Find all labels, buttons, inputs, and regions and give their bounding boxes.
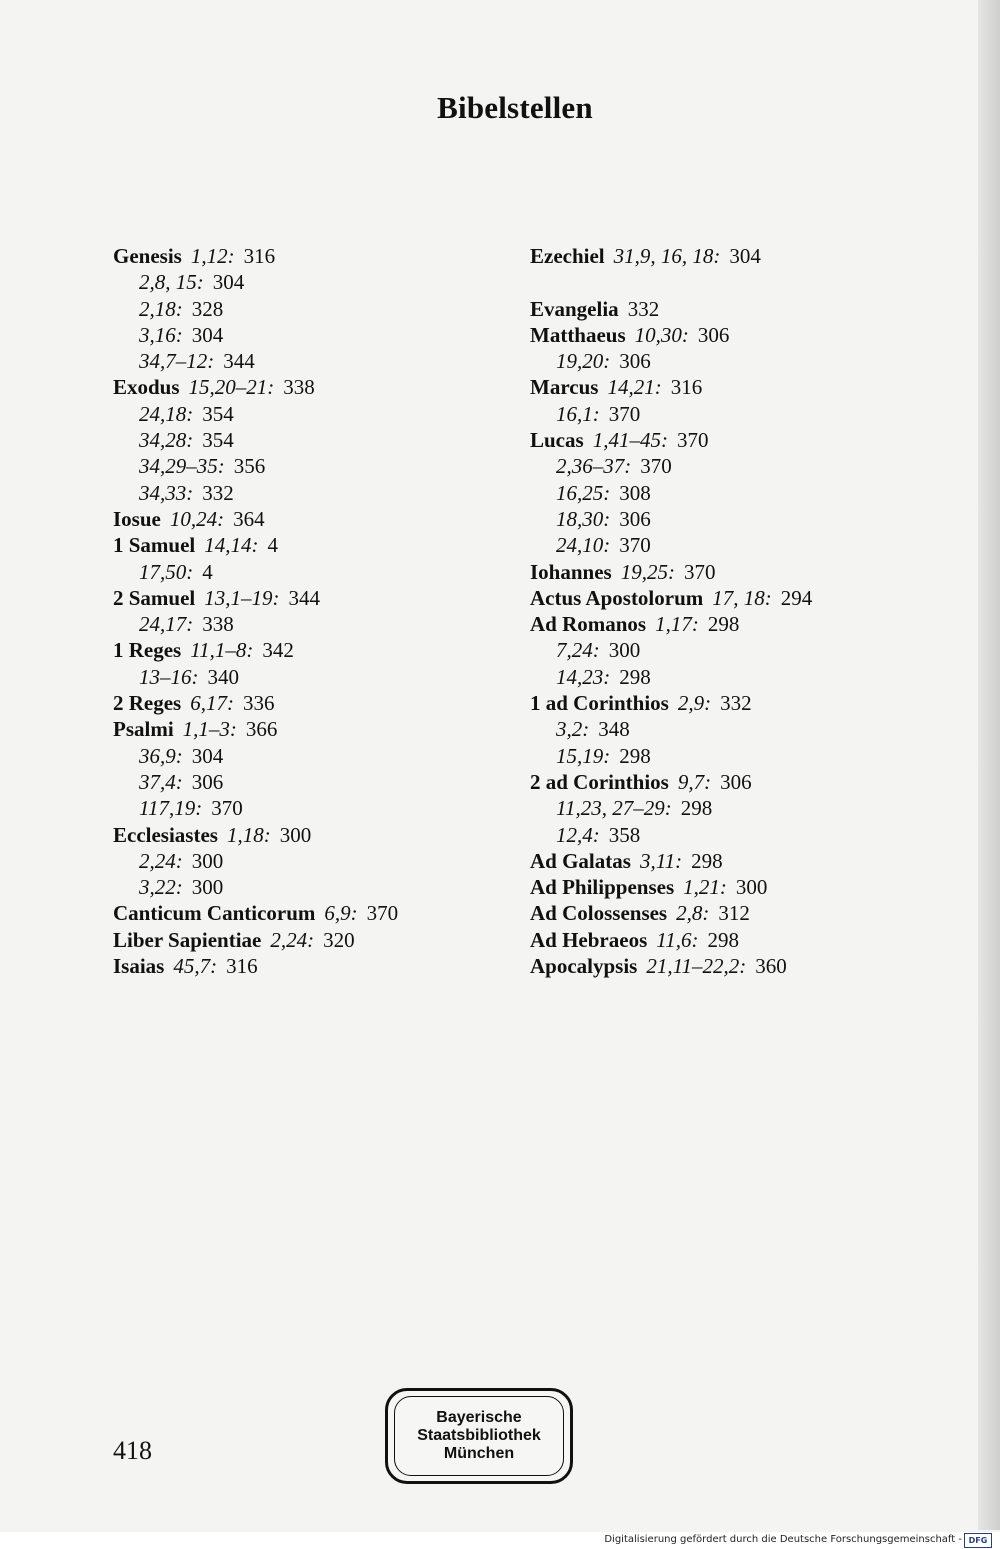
verse-reference: 3,16: (139, 322, 183, 347)
page-reference: 332 (720, 691, 752, 716)
index-entry (530, 506, 812, 532)
index-entry (530, 611, 812, 637)
page-reference: 370 (619, 533, 651, 558)
index-entry (530, 532, 812, 558)
book-name: Actus Apostolorum (530, 585, 704, 610)
page-reference: 338 (202, 612, 234, 637)
book-name: Matthaeus (530, 322, 626, 347)
index-entry (113, 822, 398, 848)
index-entry (530, 637, 812, 663)
page-reference: 370 (211, 796, 243, 821)
verse-reference: 17,50: (139, 559, 194, 584)
page-reference: 306 (697, 322, 730, 347)
page-reference: 356 (233, 454, 266, 479)
index-entry (113, 874, 398, 900)
index-entry (530, 322, 812, 348)
verse-reference: 13–16: (139, 664, 199, 689)
page-reference: 370 (640, 454, 672, 479)
index-entry (113, 611, 398, 637)
book-name: Apocalypsis (530, 954, 638, 979)
verse-reference: 45,7: (173, 954, 218, 979)
verse-reference: 18,30: (556, 506, 611, 531)
page-reference: 344 (223, 349, 255, 374)
stamp-line: Staatsbibliothek (417, 1427, 541, 1444)
index-entry (113, 716, 398, 742)
index-entry (530, 900, 812, 926)
index-entry (530, 243, 812, 269)
index-entry (113, 585, 398, 611)
index-entry (113, 348, 398, 374)
page-reference: 294 (780, 585, 813, 610)
verse-reference: 21,11–22,2: (646, 954, 747, 979)
index-entry (530, 795, 812, 821)
index-entry (113, 374, 398, 400)
book-name: Exodus (113, 375, 180, 400)
index-entry (113, 480, 398, 506)
index-entry (530, 874, 812, 900)
verse-reference: 34,33: (139, 480, 194, 505)
index-column-left (113, 243, 398, 979)
page-reference: 354 (202, 401, 234, 426)
verse-reference: 24,17: (139, 612, 194, 637)
verse-reference: 2,8, 15: (139, 270, 204, 295)
page-reference: 306 (619, 349, 651, 374)
page-reference: 320 (323, 927, 355, 952)
verse-reference: 1,21: (683, 875, 727, 900)
verse-reference: 11,6: (656, 927, 699, 952)
index-entry (530, 927, 812, 953)
index-entry (113, 453, 398, 479)
book-name: Ad Philippenses (530, 875, 675, 900)
page-reference: 338 (283, 375, 315, 400)
index-entry (530, 953, 812, 979)
index-entry (113, 900, 398, 926)
verse-reference: 2,24: (139, 848, 183, 873)
page-reference: 304 (191, 743, 224, 768)
index-entry (113, 795, 398, 821)
index-entry (113, 927, 398, 953)
index-entry (530, 480, 812, 506)
page-reference: 304 (729, 244, 761, 268)
index-entry (113, 322, 398, 348)
verse-reference: 1,17: (655, 612, 699, 637)
library-stamp (385, 1388, 573, 1484)
page-reference: 306 (619, 506, 651, 531)
index-column-right (530, 243, 812, 979)
index-entry (530, 664, 812, 690)
book-name: Ezechiel (530, 244, 605, 268)
verse-reference: 11,23, 27–29: (556, 796, 672, 821)
index-entry (530, 585, 812, 611)
book-name: Iosue (113, 506, 161, 531)
index-entry (530, 822, 812, 848)
verse-reference: 117,19: (139, 796, 203, 821)
page-reference: 298 (707, 612, 740, 637)
page-reference: 370 (683, 559, 716, 584)
page-reference: 300 (191, 875, 224, 900)
page-reference: 300 (735, 875, 768, 900)
page-reference: 316 (243, 244, 276, 268)
index-entry (113, 953, 398, 979)
page-reference: 300 (191, 848, 224, 873)
verse-reference: 3,11: (639, 848, 683, 873)
verse-reference: 2,8: (676, 901, 710, 926)
book-name: Ad Romanos (530, 612, 647, 637)
verse-reference: 16,1: (556, 401, 600, 426)
verse-reference: 10,24: (169, 506, 225, 531)
page-reference: 304 (212, 270, 245, 295)
book-name: Psalmi (113, 717, 174, 742)
verse-reference: 17, 18: (712, 585, 772, 610)
verse-reference: 34,29–35: (139, 454, 225, 479)
verse-reference: 2,24: (270, 927, 315, 952)
page-reference: 370 (608, 401, 641, 426)
index-entry (113, 401, 398, 427)
page-reference: 342 (262, 638, 294, 663)
dfg-logo: DFG (964, 1533, 992, 1548)
verse-reference: 14,23: (556, 664, 611, 689)
book-name: 2 ad Corinthios (530, 769, 669, 794)
stamp-line: München (443, 1445, 515, 1462)
verse-reference: 15,19: (556, 743, 611, 768)
verse-reference: 1,18: (226, 822, 271, 847)
page-reference: 370 (366, 901, 399, 926)
verse-reference: 2,36–37: (556, 454, 632, 479)
verse-reference: 12,4: (556, 822, 600, 847)
verse-reference: 19,25: (620, 559, 675, 584)
verse-reference: 1,1–3: (182, 717, 237, 742)
index-entry (530, 690, 812, 716)
index-entry (113, 690, 398, 716)
verse-reference: 9,7: (677, 769, 712, 794)
book-name: Isaias (113, 954, 165, 979)
verse-reference: 15,20–21: (188, 375, 275, 400)
book-name: Ad Galatas (530, 848, 631, 873)
page-reference: 354 (202, 428, 234, 453)
verse-reference: 1,41–45: (592, 428, 668, 453)
page-reference: 340 (207, 664, 239, 689)
verse-reference: 31,9, 16, 18: (613, 244, 721, 268)
page-reference: 300 (608, 638, 641, 663)
verse-reference: 10,30: (634, 322, 689, 347)
page-reference: 306 (720, 769, 752, 794)
index-entry (113, 769, 398, 795)
index-entry (530, 743, 812, 769)
verse-reference: 37,4: (139, 769, 183, 794)
book-name: 1 Reges (113, 638, 182, 663)
verse-reference: 24,10: (556, 533, 611, 558)
page-reference: 366 (245, 717, 278, 742)
index-entry (113, 743, 398, 769)
page-reference: 4 (267, 533, 279, 558)
page-reference: 304 (191, 322, 224, 347)
verse-reference: 14,21: (607, 375, 662, 400)
index-entry (530, 716, 812, 742)
index-entry (530, 427, 812, 453)
footer-credit: Digitalisierung gefördert durch die Deutsche Forschungsgemeinschaft - (604, 1534, 962, 1545)
page-reference: 332 (202, 480, 234, 505)
verse-reference: 6,17: (190, 691, 234, 716)
book-name: Marcus (530, 375, 599, 400)
book-name: Evangelia (530, 296, 619, 321)
book-name: Iohannes (530, 559, 612, 584)
index-entry (113, 427, 398, 453)
index-entry (113, 637, 398, 663)
verse-reference: 13,1–19: (204, 585, 280, 610)
scan-edge (978, 0, 1000, 1530)
index-entry (113, 296, 398, 322)
book-name: 1 ad Corinthios (530, 691, 669, 716)
verse-reference: 34,7–12: (139, 349, 215, 374)
page-reference: 332 (627, 296, 660, 321)
page-reference: 360 (755, 954, 787, 979)
page-reference: 358 (608, 822, 641, 847)
index-entry (530, 374, 812, 400)
index-entry (530, 296, 812, 322)
index-entry (113, 269, 398, 295)
verse-reference: 7,24: (556, 638, 600, 663)
page-reference: 4 (202, 559, 213, 584)
index-entry (113, 559, 398, 585)
book-name: Canticum Canticorum (113, 901, 316, 926)
verse-reference: 2,18: (139, 296, 183, 321)
book-name: Lucas (530, 428, 584, 453)
stamp-line: Bayerische (436, 1409, 522, 1426)
page-reference: 298 (619, 743, 651, 768)
book-name: 1 Samuel (113, 533, 196, 558)
page-reference: 300 (279, 822, 312, 847)
page-reference: 370 (676, 428, 709, 453)
index-entry (113, 664, 398, 690)
page-reference: 344 (288, 585, 321, 610)
index-entry (530, 453, 812, 479)
page-reference: 336 (242, 691, 275, 716)
index-entry (113, 848, 398, 874)
book-name: Ecclesiastes (113, 822, 218, 847)
verse-reference: 34,28: (139, 428, 194, 453)
book-name: Ad Colossenses (530, 901, 668, 926)
index-entry (530, 348, 812, 374)
verse-reference: 16,25: (556, 480, 611, 505)
page-reference: 298 (680, 796, 713, 821)
index-entry (113, 532, 398, 558)
page-reference: 308 (619, 480, 651, 505)
page-reference: 298 (619, 664, 651, 689)
verse-reference: 14,14: (204, 533, 259, 558)
index-entry (113, 506, 398, 532)
book-name: 2 Reges (113, 691, 182, 716)
index-entry (530, 848, 812, 874)
verse-reference: 19,20: (556, 349, 611, 374)
page-reference: 328 (191, 296, 224, 321)
verse-reference: 24,18: (139, 401, 194, 426)
verse-reference: 2,9: (677, 691, 712, 716)
page-reference: 316 (226, 954, 258, 979)
page-reference: 364 (233, 506, 265, 531)
page-reference: 312 (718, 901, 750, 926)
verse-reference: 6,9: (324, 901, 358, 926)
index-entry (530, 559, 812, 585)
page-reference: 306 (191, 769, 224, 794)
book-name: Liber Sapientiae (113, 927, 262, 952)
verse-reference: 11,1–8: (190, 638, 254, 663)
book-name: 2 Samuel (113, 585, 196, 610)
page-number: 418 (113, 1436, 152, 1465)
page-reference: 348 (598, 717, 630, 742)
verse-reference: 36,9: (139, 743, 183, 768)
page-reference: 298 (707, 927, 739, 952)
book-name: Ad Hebraeos (530, 927, 648, 952)
book-name: Genesis (113, 244, 182, 268)
index-entry (113, 243, 398, 269)
verse-reference: 3,22: (139, 875, 183, 900)
verse-reference: 3,2: (556, 717, 590, 742)
index-entry (530, 401, 812, 427)
index-entry (530, 769, 812, 795)
page-reference: 316 (670, 375, 703, 400)
page-title: Bibelstellen (437, 90, 593, 125)
verse-reference: 1,12: (190, 244, 235, 268)
page-reference: 298 (691, 848, 723, 873)
